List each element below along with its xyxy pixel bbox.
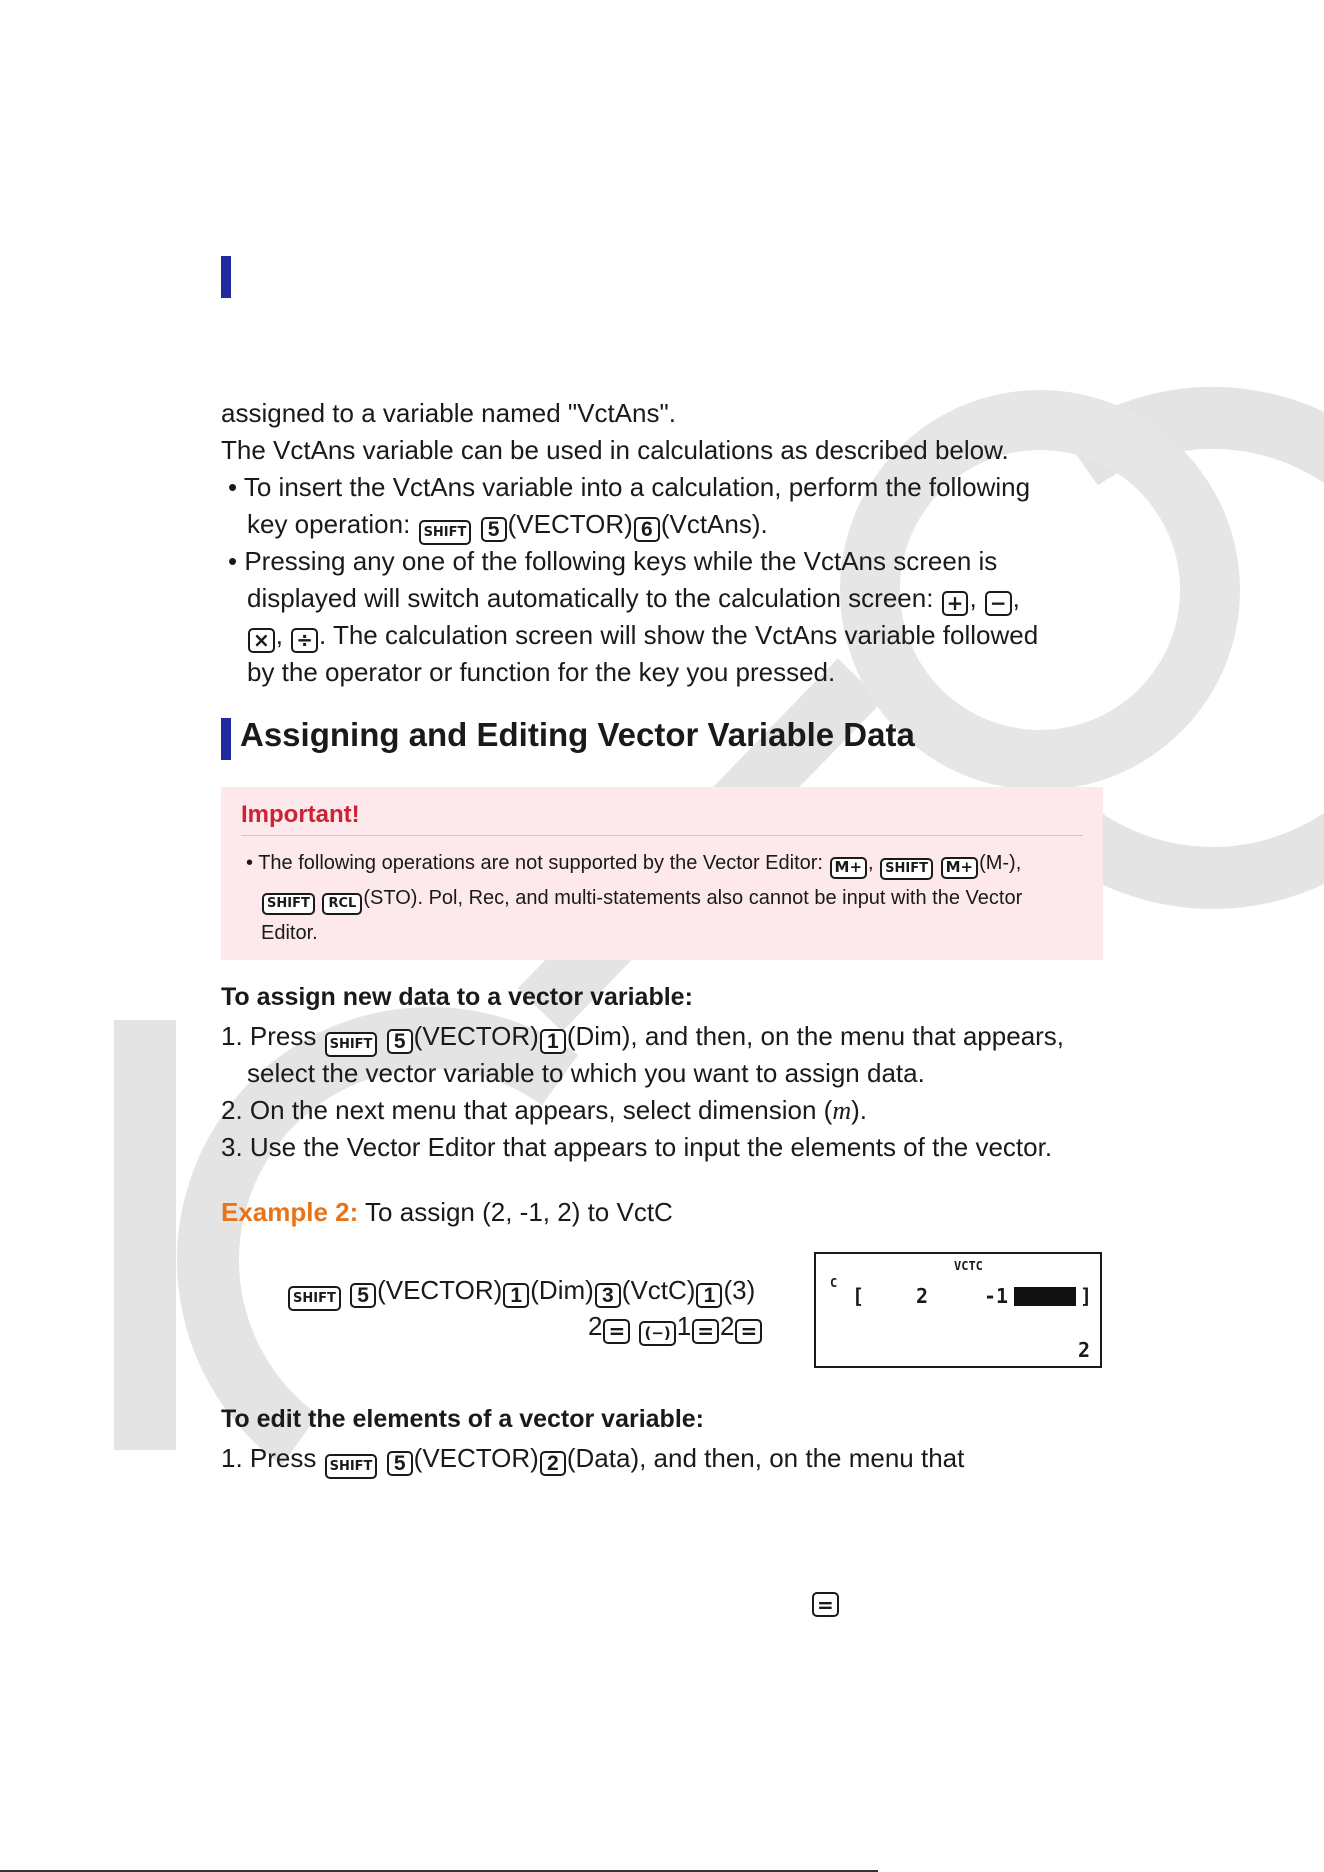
plus-key-icon: + <box>942 591 969 616</box>
important-title: Important! <box>241 801 360 828</box>
display-vector-name: VCTC <box>954 1259 983 1273</box>
example-keys-line-1: SHIFT 5 (VECTOR) 1 (Dim) 3 (VctC) 1 (3) <box>287 1272 755 1311</box>
important-divider <box>241 835 1083 836</box>
display-open-bracket: [ <box>852 1284 865 1308</box>
equals-key-icon: = <box>735 1319 762 1344</box>
assign-step-1-cont: select the vector variable to which you want to assign data. <box>247 1058 925 1088</box>
minus-key-icon: − <box>985 591 1012 616</box>
mplus-key-icon: M+ <box>941 857 979 879</box>
key-3-icon: 3 <box>595 1283 621 1308</box>
shift-key-icon: SHIFT <box>288 1286 341 1311</box>
shift-key-icon: SHIFT <box>325 1454 378 1479</box>
shift-key-icon: SHIFT <box>262 893 315 915</box>
important-line-2: SHIFT RCL (STO). Pol, Rec, and multi-statements also cannot be input with the Vector <box>246 881 1022 916</box>
heading-bar-section <box>221 718 231 760</box>
key-5-icon: 5 <box>481 517 507 542</box>
bullet-2-line-4: by the operator or function for the key you pressed. <box>247 657 836 687</box>
display-indicator: C <box>830 1276 838 1290</box>
assign-step-2: 2. On the next menu that appears, select dimension (m). <box>221 1095 868 1125</box>
important-line-1: • The following operations are not supported by the Vector Editor: M+ , SHIFT M+ (M-), <box>246 846 1022 881</box>
shift-key-icon: SHIFT <box>880 858 933 880</box>
example-keys-line-2: 2 = (−) 1 = 2 = <box>588 1308 763 1346</box>
key-5-icon: 5 <box>350 1283 376 1308</box>
bullet-2-line-3: × , ÷ . The calculation screen will show the VctAns variable followed <box>247 617 1038 654</box>
bullet-1-line-1: • To insert the VctAns variable into a calculation, perform the following <box>228 472 1031 502</box>
display-close-bracket: ] <box>1080 1284 1093 1308</box>
display-result: 2 <box>1078 1338 1091 1362</box>
important-line-3: Editor. <box>261 922 318 944</box>
key-2-icon: 2 <box>540 1451 566 1476</box>
equals-key-fragment <box>811 1592 840 1617</box>
rcl-key-icon: RCL <box>322 893 362 915</box>
bullet-1-line-2: key operation: SHIFT 5 (VECTOR) 6 (VctAns). <box>247 506 768 545</box>
equals-key-icon: = <box>692 1319 719 1344</box>
divide-key-icon: ÷ <box>291 628 318 653</box>
calculator-display <box>814 1252 1102 1368</box>
display-element-1: 2 <box>916 1284 929 1308</box>
assign-step-3: 3. Use the Vector Editor that appears to input the elements of the vector. <box>221 1132 1053 1162</box>
section-heading: Assigning and Editing Vector Variable Data <box>240 716 915 753</box>
important-callout <box>221 787 1103 960</box>
example-label: Example 2: <box>221 1197 359 1227</box>
negative-key-icon: (−) <box>639 1321 675 1346</box>
assign-heading: To assign new data to a vector variable: <box>221 983 693 1011</box>
shift-key-icon: SHIFT <box>419 520 472 545</box>
heading-bar-top <box>221 256 231 298</box>
key-6-icon: 6 <box>634 517 660 542</box>
times-key-icon: × <box>248 628 275 653</box>
display-cursor <box>1014 1287 1076 1306</box>
key-1-icon: 1 <box>503 1283 529 1308</box>
edit-step-1: 1. Press SHIFT 5 (VECTOR) 2 (Data), and then, on the menu that <box>221 1440 964 1479</box>
key-1-icon: 1 <box>696 1283 722 1308</box>
shift-key-icon: SHIFT <box>325 1032 378 1057</box>
display-element-2: -1 <box>984 1284 1009 1308</box>
intro-line-2: The VctAns variable can be used in calculations as described below. <box>221 435 1009 465</box>
important-text <box>246 846 1022 951</box>
mplus-key-icon: M+ <box>830 857 868 879</box>
equals-key-icon: = <box>603 1319 630 1344</box>
equals-key-icon: = <box>812 1592 839 1617</box>
key-1-icon: 1 <box>540 1029 566 1054</box>
key-5-icon: 5 <box>387 1451 413 1476</box>
key-5-icon: 5 <box>387 1029 413 1054</box>
intro-line-1: assigned to a variable named "VctAns". <box>221 398 676 428</box>
assign-step-1: 1. Press SHIFT 5 (VECTOR) 1 (Dim), and then, on the menu that appears, <box>221 1018 1064 1057</box>
bullet-2-line-1: • Pressing any one of the following keys while the VctAns screen is <box>228 546 998 576</box>
example-line: Example 2: To assign (2, -1, 2) to VctC <box>221 1197 673 1227</box>
edit-heading: To edit the elements of a vector variable: <box>221 1405 705 1433</box>
bullet-2-line-2: displayed will switch automatically to the calculation screen: + , − , <box>247 583 1020 615</box>
